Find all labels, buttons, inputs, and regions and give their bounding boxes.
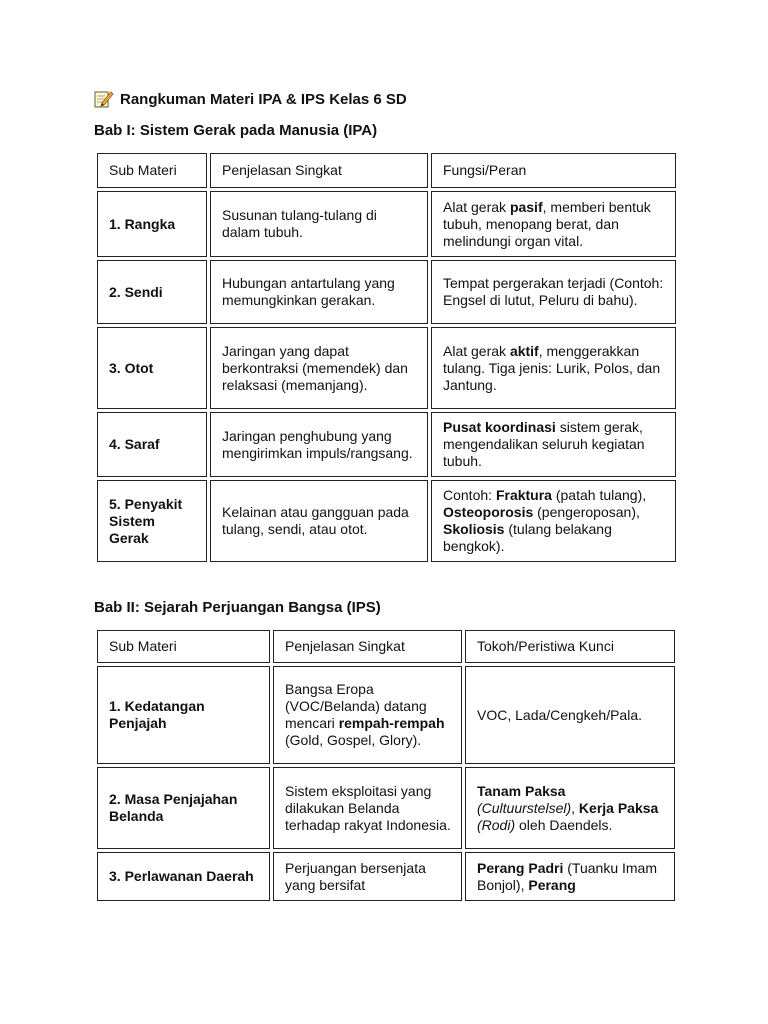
fungsi-cell: Contoh: Fraktura (patah tulang), Osteoporosis (pengeroposan), Skoliosis (tulang belakang bengkok). — [431, 480, 676, 562]
section-heading-ipa: Bab I: Sistem Gerak pada Manusia (IPA) — [94, 122, 378, 139]
tokoh-cell: Perang Padri (Tuanku Imam Bonjol), Perang — [465, 852, 675, 901]
section-heading-ips: Bab II: Sejarah Perjuangan Bangsa (IPS) — [94, 599, 381, 616]
table-row — [97, 666, 675, 764]
penjelasan-cell: Jaringan penghubung yang mengirimkan impuls/rangsang. — [210, 412, 428, 477]
sub-materi-cell: 4. Saraf — [97, 412, 207, 477]
table-header-row — [97, 630, 675, 663]
penjelasan-cell: Susunan tulang-tulang di dalam tubuh. — [210, 191, 428, 257]
penjelasan-cell: Jaringan yang dapat berkontraksi (memendek) dan relaksasi (memanjang). — [210, 327, 428, 409]
table-row — [97, 852, 675, 901]
sub-materi-cell: 3. Perlawanan Daerah — [97, 852, 270, 901]
column-header: Sub Materi — [97, 153, 207, 188]
sub-materi-cell: 3. Otot — [97, 327, 207, 409]
penjelasan-cell: Bangsa Eropa (VOC/Belanda) datang mencari rempah-rempah (Gold, Gospel, Glory). — [273, 666, 462, 764]
tokoh-cell: Tanam Paksa (Cultuurstelsel), Kerja Paksa (Rodi) oleh Daendels. — [465, 767, 675, 849]
column-header: Penjelasan Singkat — [210, 153, 428, 188]
sub-materi-cell: 2. Sendi — [97, 260, 207, 324]
sub-materi-cell: 1. Kedatangan Penjajah — [97, 666, 270, 764]
table-header-row — [97, 153, 676, 188]
penjelasan-cell: Perjuangan bersenjata yang bersifat — [273, 852, 462, 901]
page-title — [94, 88, 407, 110]
penjelasan-cell: Hubungan antartulang yang memungkinkan gerakan. — [210, 260, 428, 324]
memo-icon — [94, 90, 114, 108]
tokoh-cell: VOC, Lada/Cengkeh/Pala. — [465, 666, 675, 764]
sub-materi-cell: 1. Rangka — [97, 191, 207, 257]
ipa-table — [94, 150, 679, 565]
page-title-text: Rangkuman Materi IPA & IPS Kelas 6 SD — [120, 90, 407, 108]
column-header: Penjelasan Singkat — [273, 630, 462, 663]
table-row — [97, 327, 676, 409]
table-row — [97, 260, 676, 324]
fungsi-cell: Alat gerak aktif, menggerakkan tulang. Tiga jenis: Lurik, Polos, dan Jantung. — [431, 327, 676, 409]
sub-materi-cell: 2. Masa Penjajahan Belanda — [97, 767, 270, 849]
table-row — [97, 412, 676, 477]
ips-table — [94, 627, 678, 904]
table-row — [97, 767, 675, 849]
fungsi-cell: Tempat pergerakan terjadi (Contoh: Engsel di lutut, Peluru di bahu). — [431, 260, 676, 324]
column-header: Tokoh/Peristiwa Kunci — [465, 630, 675, 663]
sub-materi-cell: 5. Penyakit Sistem Gerak — [97, 480, 207, 562]
table-row — [97, 480, 676, 562]
penjelasan-cell: Sistem eksploitasi yang dilakukan Belanda terhadap rakyat Indonesia. — [273, 767, 462, 849]
column-header: Sub Materi — [97, 630, 270, 663]
table-row — [97, 191, 676, 257]
column-header: Fungsi/Peran — [431, 153, 676, 188]
penjelasan-cell: Kelainan atau gangguan pada tulang, sendi, atau otot. — [210, 480, 428, 562]
fungsi-cell: Pusat koordinasi sistem gerak, mengendalikan seluruh kegiatan tubuh. — [431, 412, 676, 477]
fungsi-cell: Alat gerak pasif, memberi bentuk tubuh, menopang berat, dan melindungi organ vital. — [431, 191, 676, 257]
